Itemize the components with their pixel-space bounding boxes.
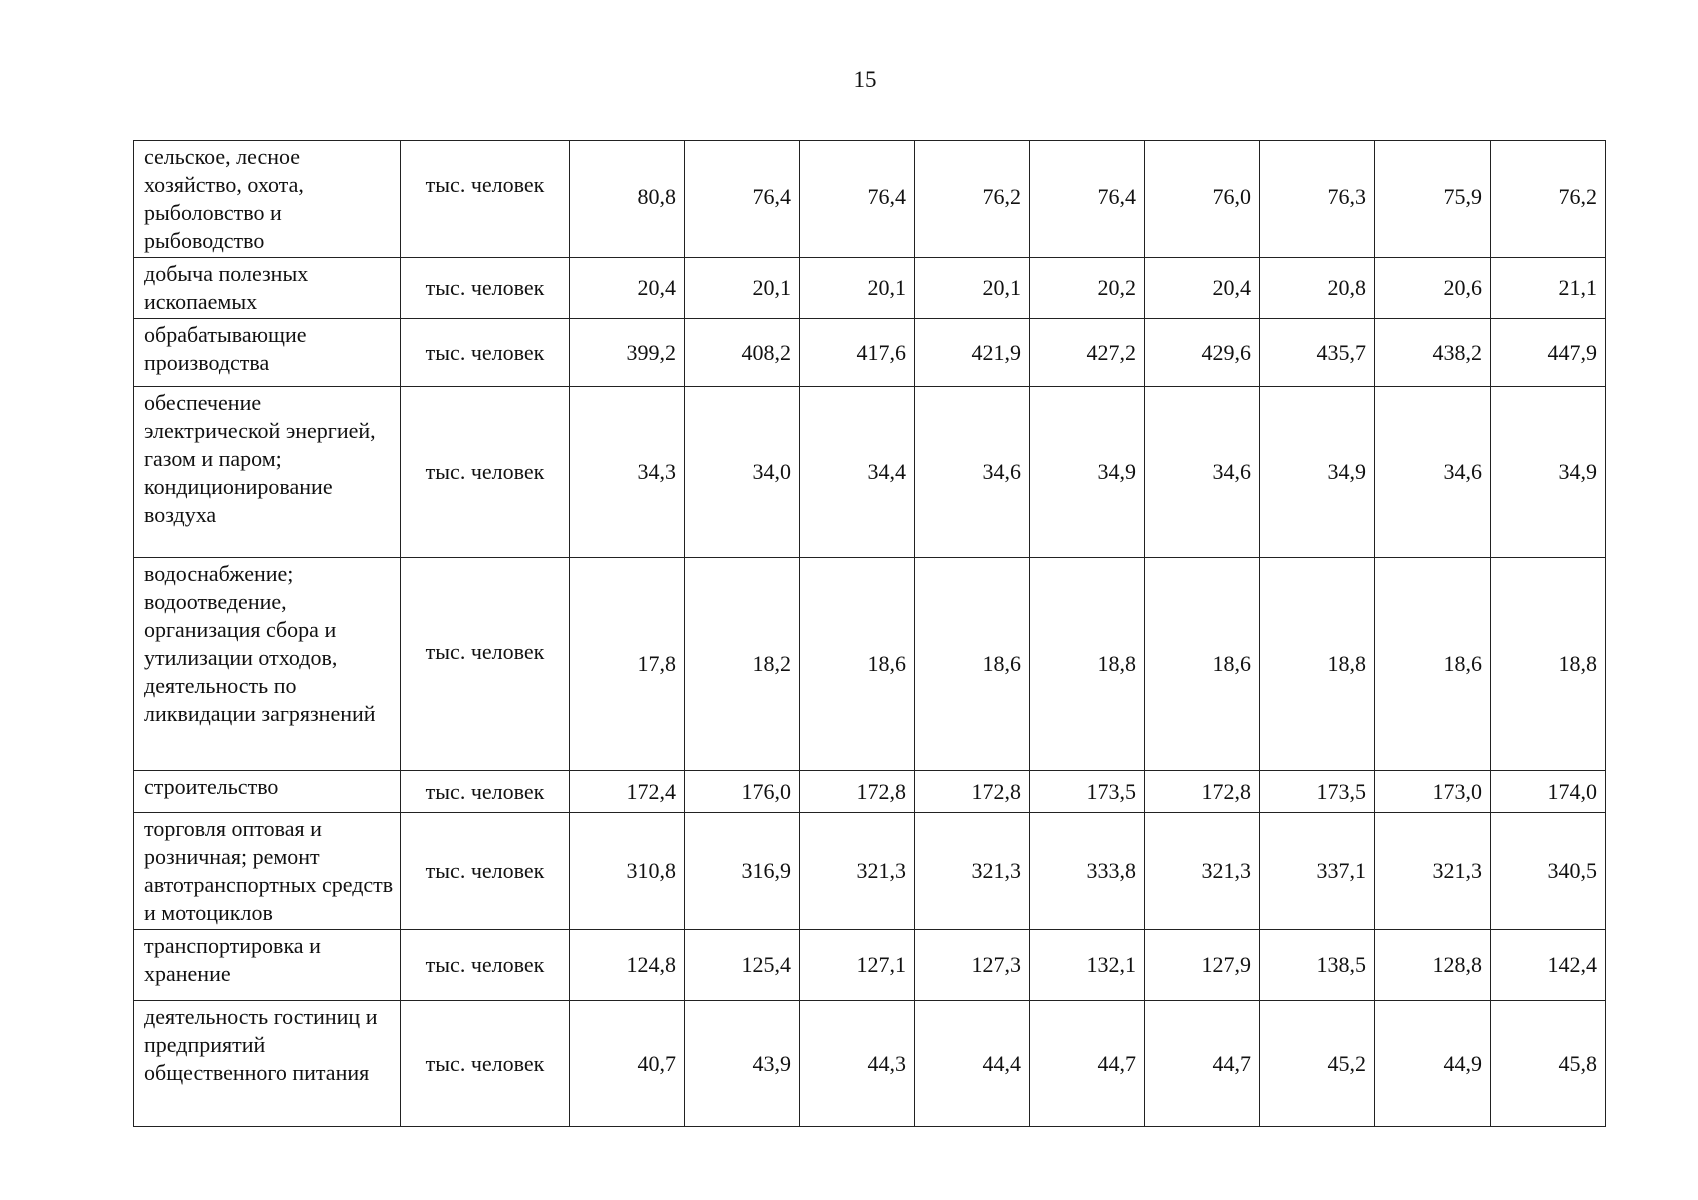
value-cell: 132,1 — [1030, 930, 1145, 1001]
industry-name: строительство — [134, 771, 401, 813]
value-cell: 43,9 — [685, 1001, 800, 1127]
value-cell: 408,2 — [685, 319, 800, 387]
value-cell: 76,4 — [685, 141, 800, 258]
table-row — [134, 813, 1606, 930]
value-cell: 45,8 — [1491, 1001, 1606, 1127]
value-cell: 321,3 — [915, 813, 1030, 930]
unit-cell: тыс. человек — [401, 771, 570, 813]
statistics-table — [133, 140, 1606, 1127]
value-cell: 321,3 — [800, 813, 915, 930]
value-cell: 333,8 — [1030, 813, 1145, 930]
value-cell: 173,0 — [1375, 771, 1491, 813]
value-cell: 20,4 — [570, 258, 685, 319]
value-cell: 18,8 — [1030, 558, 1145, 771]
value-cell: 45,2 — [1260, 1001, 1375, 1127]
value-cell: 172,8 — [800, 771, 915, 813]
value-cell: 337,1 — [1260, 813, 1375, 930]
value-cell: 20,4 — [1145, 258, 1260, 319]
industry-name: сельское, лесное хозяйство, охота, рыболовство и рыбоводство — [134, 141, 401, 258]
value-cell: 172,4 — [570, 771, 685, 813]
table-row — [134, 558, 1606, 771]
value-cell: 172,8 — [915, 771, 1030, 813]
value-cell: 174,0 — [1491, 771, 1606, 813]
value-cell: 75,9 — [1375, 141, 1491, 258]
value-cell: 427,2 — [1030, 319, 1145, 387]
value-cell: 76,4 — [800, 141, 915, 258]
value-cell: 127,1 — [800, 930, 915, 1001]
value-cell: 399,2 — [570, 319, 685, 387]
value-cell: 128,8 — [1375, 930, 1491, 1001]
value-cell: 18,6 — [915, 558, 1030, 771]
value-cell: 18,6 — [1375, 558, 1491, 771]
value-cell: 34,6 — [915, 387, 1030, 558]
value-cell: 76,2 — [915, 141, 1030, 258]
value-cell: 76,4 — [1030, 141, 1145, 258]
industry-name: обрабатывающие производства — [134, 319, 401, 387]
value-cell: 429,6 — [1145, 319, 1260, 387]
value-cell: 76,0 — [1145, 141, 1260, 258]
value-cell: 321,3 — [1375, 813, 1491, 930]
value-cell: 20,2 — [1030, 258, 1145, 319]
value-cell: 173,5 — [1030, 771, 1145, 813]
value-cell: 76,2 — [1491, 141, 1606, 258]
value-cell: 20,1 — [685, 258, 800, 319]
value-cell: 44,7 — [1145, 1001, 1260, 1127]
value-cell: 172,8 — [1145, 771, 1260, 813]
value-cell: 34,0 — [685, 387, 800, 558]
industry-name: обеспечение электрической энергией, газом и паром; кондиционирование воздуха — [134, 387, 401, 558]
value-cell: 173,5 — [1260, 771, 1375, 813]
value-cell: 176,0 — [685, 771, 800, 813]
value-cell: 18,6 — [1145, 558, 1260, 771]
value-cell: 44,4 — [915, 1001, 1030, 1127]
value-cell: 421,9 — [915, 319, 1030, 387]
table-row — [134, 930, 1606, 1001]
value-cell: 447,9 — [1491, 319, 1606, 387]
table-row — [134, 258, 1606, 319]
value-cell: 34,9 — [1491, 387, 1606, 558]
value-cell: 20,6 — [1375, 258, 1491, 319]
value-cell: 18,8 — [1491, 558, 1606, 771]
value-cell: 34,9 — [1260, 387, 1375, 558]
table-row — [134, 141, 1606, 258]
industry-name: транспортировка и хранение — [134, 930, 401, 1001]
value-cell: 80,8 — [570, 141, 685, 258]
value-cell: 20,1 — [800, 258, 915, 319]
value-cell: 340,5 — [1491, 813, 1606, 930]
value-cell: 321,3 — [1145, 813, 1260, 930]
value-cell: 18,2 — [685, 558, 800, 771]
unit-cell: тыс. человек — [401, 141, 570, 258]
value-cell: 34,9 — [1030, 387, 1145, 558]
value-cell: 127,3 — [915, 930, 1030, 1001]
unit-cell: тыс. человек — [401, 558, 570, 771]
unit-cell: тыс. человек — [401, 1001, 570, 1127]
value-cell: 18,6 — [800, 558, 915, 771]
value-cell: 125,4 — [685, 930, 800, 1001]
value-cell: 435,7 — [1260, 319, 1375, 387]
value-cell: 21,1 — [1491, 258, 1606, 319]
value-cell: 40,7 — [570, 1001, 685, 1127]
table-row — [134, 319, 1606, 387]
value-cell: 124,8 — [570, 930, 685, 1001]
value-cell: 438,2 — [1375, 319, 1491, 387]
industry-name: добыча полезных ископаемых — [134, 258, 401, 319]
value-cell: 20,1 — [915, 258, 1030, 319]
page-number: 15 — [853, 67, 877, 92]
value-cell: 44,7 — [1030, 1001, 1145, 1127]
value-cell: 34,4 — [800, 387, 915, 558]
value-cell: 310,8 — [570, 813, 685, 930]
unit-cell: тыс. человек — [401, 813, 570, 930]
table-row — [134, 387, 1606, 558]
value-cell: 18,8 — [1260, 558, 1375, 771]
unit-cell: тыс. человек — [401, 319, 570, 387]
value-cell: 316,9 — [685, 813, 800, 930]
unit-cell: тыс. человек — [401, 387, 570, 558]
industry-name: водоснабжение; водоотведение, организация сбора и утилизации отходов, деятельность по ликвидации загрязнений — [134, 558, 401, 771]
value-cell: 34,6 — [1145, 387, 1260, 558]
value-cell: 20,8 — [1260, 258, 1375, 319]
value-cell: 417,6 — [800, 319, 915, 387]
table-row — [134, 1001, 1606, 1127]
value-cell: 44,3 — [800, 1001, 915, 1127]
value-cell: 138,5 — [1260, 930, 1375, 1001]
value-cell: 34,6 — [1375, 387, 1491, 558]
value-cell: 34,3 — [570, 387, 685, 558]
unit-cell: тыс. человек — [401, 930, 570, 1001]
value-cell: 17,8 — [570, 558, 685, 771]
industry-name: торговля оптовая и розничная; ремонт автотранспортных средств и мотоциклов — [134, 813, 401, 930]
value-cell: 76,3 — [1260, 141, 1375, 258]
value-cell: 127,9 — [1145, 930, 1260, 1001]
table-row — [134, 771, 1606, 813]
industry-name: деятельность гостиниц и предприятий общественного питания — [134, 1001, 401, 1127]
unit-cell: тыс. человек — [401, 258, 570, 319]
value-cell: 44,9 — [1375, 1001, 1491, 1127]
value-cell: 142,4 — [1491, 930, 1606, 1001]
